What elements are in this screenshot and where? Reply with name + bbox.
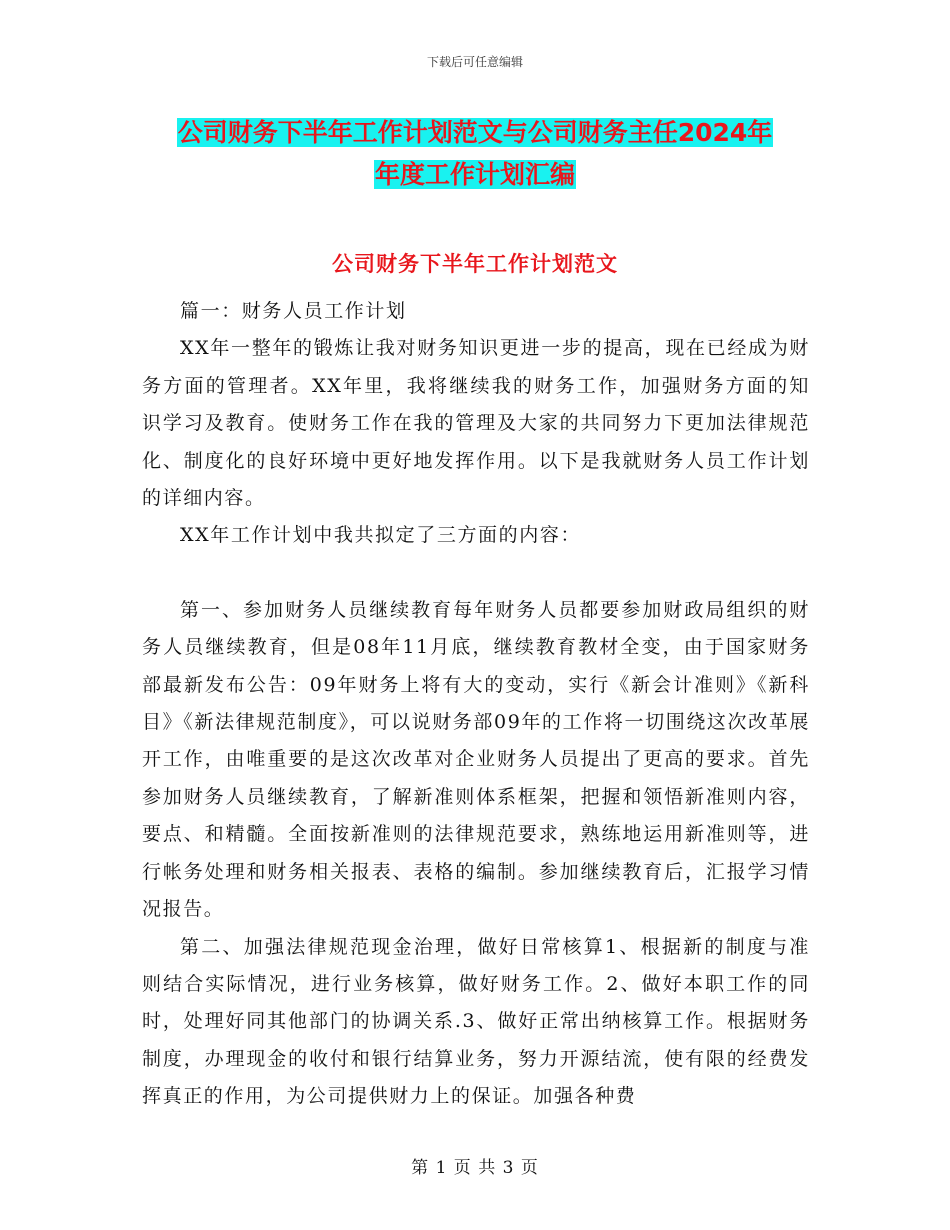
section-title: 公司财务下半年工作计划范文 bbox=[332, 252, 618, 276]
paragraph: 第一、参加财务人员继续教育每年财务人员都要参加财政局组织的财务人员继续教育，但是08年11月底，继续教育教材全变，由于国家财务部最新发布公告：09年财务上将有大的变动，实行《新会计准则》《新科目》《新法律规范制度》，可以说财务部09年的工作将一切围绕这次改革展开工作，由唯重要的是这次改革对企业财务人员提出了更高的要求。首先参加财务人员继续教育，了解新准则体系框架，把握和领悟新准则内容，要点、和精髓。全面按新准则的法律规范要求，熟练地运用新准则等，进行帐务处理和财务相关报表、表格的编制。参加继续教育后，汇报学习情况报告。 bbox=[142, 598, 810, 921]
page-footer: 第 1 页 共 3 页 bbox=[411, 1158, 539, 1178]
paragraph: 篇一：财务人员工作计划 bbox=[180, 300, 407, 322]
document-title-line-1: 公司财务下半年工作计划范文与公司财务主任2024年 bbox=[177, 118, 773, 147]
header-note: 下载后可任意编辑 bbox=[426, 55, 523, 69]
paragraph: XX年一整年的锻炼让我对财务知识更进一步的提高，现在已经成为财务方面的管理者。XX年里，我将继续我的财务工作，加强财务方面的知识学习及教育。使财务工作在我的管理及大家的共同努力下更加法律规范化、制度化的良好环境中更好地发挥作用。以下是我就财务人员工作计划的详细内容。 bbox=[142, 337, 810, 510]
body-text bbox=[142, 293, 810, 1116]
paragraph: 第二、加强法律规范现金治理，做好日常核算1、根据新的制度与准则结合实际情况，进行业务核算，做好财务工作。2、做好本职工作的同时，处理好同其他部门的协调关系.3、做好正常出纳核算工作。根据财务制度，办理现金的收付和银行结算业务，努力开源结流，使有限的经费发挥真正的作用，为公司提供财力上的保证。加强各种费 bbox=[142, 935, 810, 1108]
paragraph: XX年工作计划中我共拟定了三方面的内容： bbox=[180, 524, 582, 547]
document-title bbox=[0, 112, 950, 196]
document-title-line-2: 年度工作计划汇编 bbox=[374, 160, 575, 189]
